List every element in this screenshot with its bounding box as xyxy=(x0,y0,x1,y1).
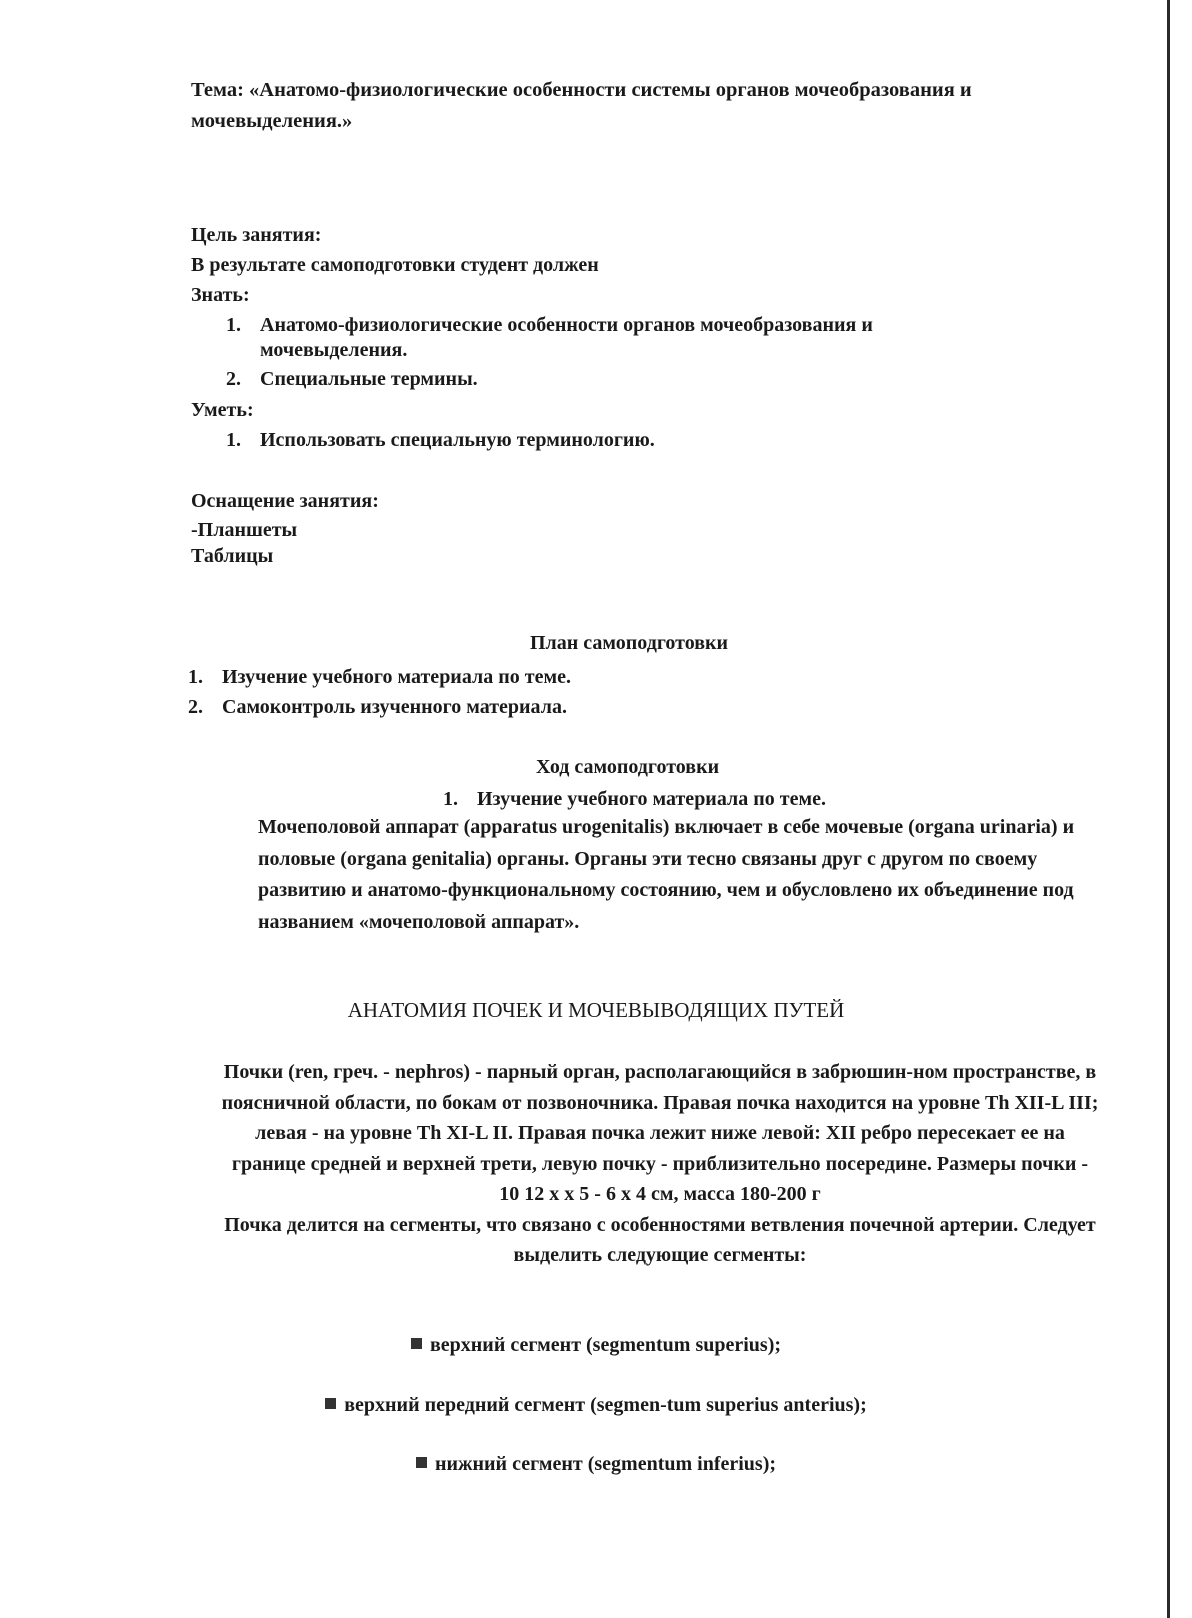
plan-heading: План самоподготовки xyxy=(530,632,729,654)
list-item xyxy=(0,1390,1192,1420)
plan-list xyxy=(188,662,571,722)
kidney-segments-intro: Почка делится на сегменты, что связано с особенностями ветвления почечной артерии. Следует выделить следующие сегменты: xyxy=(224,1213,1096,1266)
list-item xyxy=(188,662,571,692)
list-number: 1. xyxy=(443,788,458,810)
can-list xyxy=(226,428,655,453)
list-text: Анатомо-физиологические особенности органов мочеобразования и мочевыделения. xyxy=(260,314,873,361)
list-text: Самоконтроль изученного материала. xyxy=(222,696,567,718)
know-list xyxy=(226,313,1006,392)
course-sublist xyxy=(443,784,826,814)
list-number: 2. xyxy=(226,368,241,390)
equipment-item: -Планшеты xyxy=(191,519,298,541)
kidney-description xyxy=(220,1057,1100,1271)
can-heading: Уметь: xyxy=(191,399,254,421)
list-item xyxy=(226,313,1006,363)
goal-heading: Цель занятия: xyxy=(191,224,322,246)
segment-text: нижний сегмент (segmentum inferius); xyxy=(434,1453,777,1475)
know-heading: Знать: xyxy=(191,284,250,306)
list-item xyxy=(226,367,1006,392)
segment-text: верхний сегмент (segmentum superius); xyxy=(429,1334,782,1356)
list-text: Использовать специальную терминологию. xyxy=(260,429,655,451)
list-item xyxy=(188,692,571,722)
kidney-paragraph: Почки (ren, греч. - nephros) - парный орган, располагающийся в забрюшин-ном пространстве, в поясничной области, по бокам от позвоночника. Правая почка находится на уровне Th XII-L III; левая - на уровне Th XI-L II. Правая почка лежит ниже левой: XII ребро пересекает ее на границе средней и верхней трети, левую почку - приблизительно посередине. Размеры почки - 10 12 х х 5 - 6 х 4 см, масса 180-200 г xyxy=(221,1061,1099,1205)
intro-paragraph: Мочеполовой аппарат (apparatus urogenitalis) включает в себе мочевые (organa urinaria) и половые (organa genitalia) органы. Органы эти тесно связаны друг с другом по своему развитию и анатомо-функциональному состоянию, чем и обусловлено их объединение под названием «мочеполовой аппарат». xyxy=(258,816,1075,933)
goal-intro: В результате самоподготовки студент должен xyxy=(191,254,599,276)
square-bullet-icon xyxy=(416,1457,427,1468)
list-text: Изучение учебного материала по теме. xyxy=(222,666,571,688)
list-number: 1. xyxy=(226,429,241,451)
list-text: Специальные термины. xyxy=(260,368,478,390)
list-item xyxy=(226,428,655,453)
lesson-topic: Тема: «Анатомо-физиологические особенности системы органов мочеобразования и мочевыделения.» xyxy=(191,79,972,132)
list-item xyxy=(0,1449,1192,1479)
list-text: Изучение учебного материала по теме. xyxy=(477,788,826,810)
square-bullet-icon xyxy=(325,1398,336,1409)
equipment-heading: Оснащение занятия: xyxy=(191,490,379,512)
page-edge-border xyxy=(1167,0,1170,1618)
section-heading: АНАТОМИЯ ПОЧЕК И МОЧЕВЫВОДЯЩИХ ПУТЕЙ xyxy=(347,998,845,1022)
equipment-item: Таблицы xyxy=(191,545,274,567)
segment-text: верхний передний сегмент (segmen-tum superius anterius); xyxy=(344,1394,867,1416)
list-item xyxy=(0,1330,1192,1360)
list-item xyxy=(443,784,826,814)
list-number: 1. xyxy=(226,314,241,336)
list-number: 2. xyxy=(188,696,203,718)
square-bullet-icon xyxy=(411,1338,422,1349)
list-number: 1. xyxy=(188,666,203,688)
course-heading: Ход самоподготовки xyxy=(536,756,720,778)
